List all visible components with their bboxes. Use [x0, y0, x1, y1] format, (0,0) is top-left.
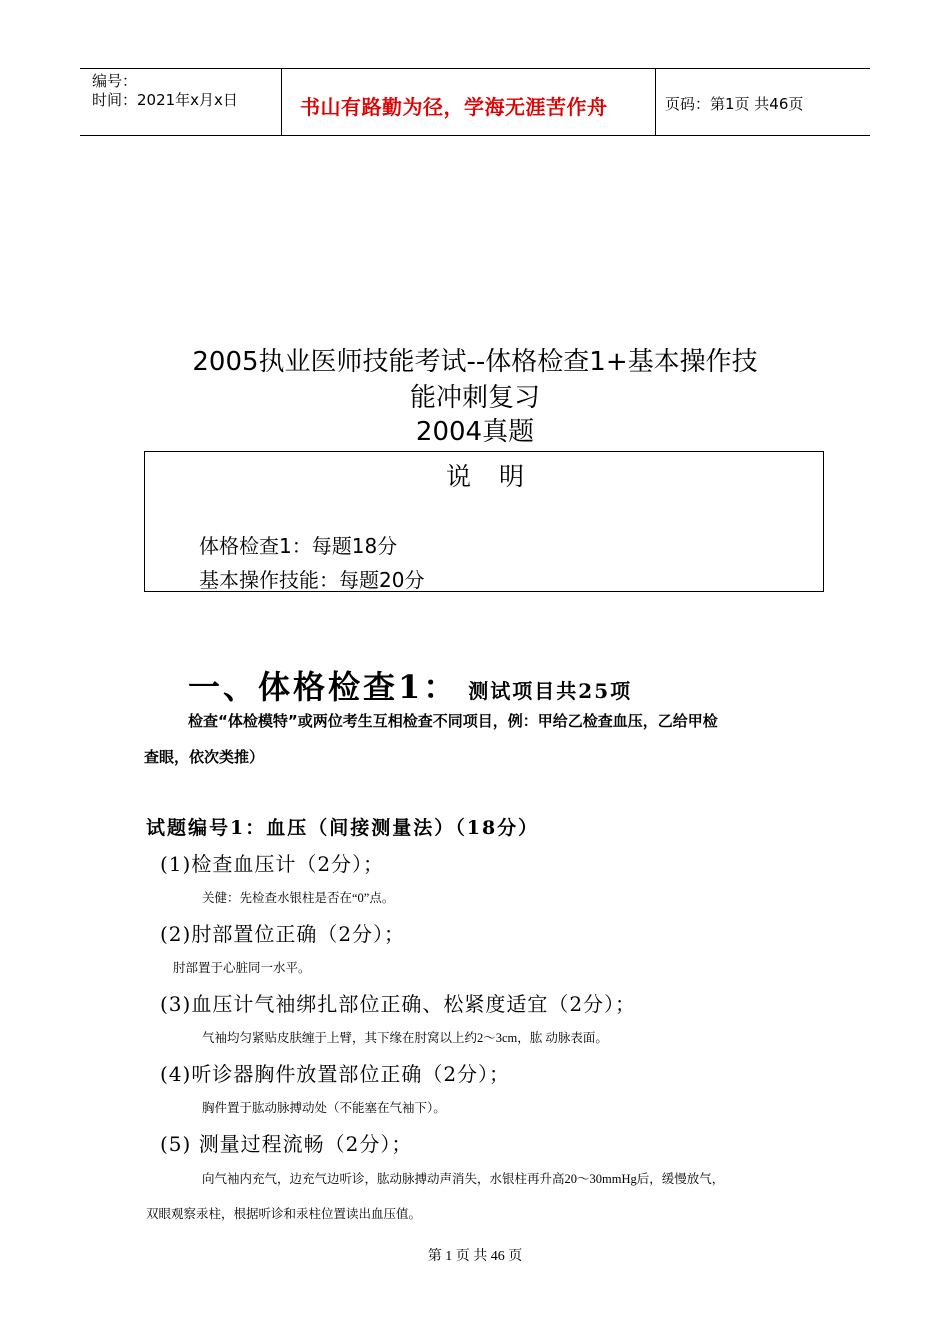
- header-top-rule: [80, 68, 870, 69]
- question-item-4-note: 胸件置于肱动脉搏动处（不能塞在气袖下）。: [202, 1101, 446, 1115]
- question-item-5-note-continued: 双眼观察汞柱，根据听诊和汞柱位置读出血压值。: [146, 1207, 422, 1221]
- page-footer: 第 1 页 共 46 页: [427, 1249, 523, 1264]
- header-divider-right: [655, 68, 656, 136]
- question-item-3: (3)血压计气袖绑扎部位正确、松紧度适宜（2分）；: [160, 992, 637, 1016]
- header-bottom-rule: [80, 135, 870, 136]
- section-heading: [188, 662, 632, 708]
- question-item-2-note: 肘部置于心脏同一水平。: [173, 961, 311, 975]
- document-title-line3: 2004真题: [415, 417, 535, 447]
- header-page-info: 页码：第1页 共46页: [665, 95, 804, 113]
- question-title: 试题编号1：血压（间接测量法）（18分）: [146, 817, 540, 839]
- section-intro-line1: 检查“体检模特”或两位考生互相检查不同项目，例：甲给乙检查血压，乙给甲检: [188, 712, 718, 730]
- question-item-2: (2)肘部置位正确（2分）；: [160, 922, 406, 946]
- question-item-3-note: 气袖均匀紧贴皮肤缠于上臂，其下缘在肘窝以上约2～3cm，肱 动脉表面。: [202, 1031, 608, 1045]
- question-item-1-note: 关健：先检查水银柱是否在“0”点。: [202, 891, 395, 905]
- document-number-label: 编号：: [92, 72, 138, 90]
- question-item-4: (4)听诊器胸件放置部位正确（2分）；: [160, 1062, 511, 1086]
- document-title-line2: 能冲刺复习: [409, 383, 540, 413]
- header-divider-left: [281, 68, 282, 136]
- header-motto: 书山有路勤为径，学海无涯苦作舟: [300, 95, 608, 119]
- document-date-label: 时间：2021年x月x日: [92, 91, 238, 109]
- question-item-5: (5) 测量过程流畅（2分）；: [160, 1132, 413, 1156]
- document-title-line1: 2005执业医师技能考试--体格检查1+基本操作技: [192, 347, 758, 377]
- question-item-5-note: 向气袖内充气，边充气边听诊，肱动脉搏动声消失，水银柱再升高20～30mmHg后，缓慢放气，: [202, 1172, 725, 1186]
- explanation-box: [144, 451, 824, 592]
- section-intro-line2: 查眼，依次类推）: [144, 748, 265, 766]
- explanation-line-basic-skills: 基本操作技能：每题20分: [199, 568, 425, 592]
- question-item-1: (1)检查血压计（2分）；: [160, 852, 385, 876]
- section-heading-sub: 测试项目共25项: [468, 679, 633, 703]
- section-heading-main: 一、体格检查1：: [188, 668, 459, 706]
- explanation-line-physical-exam: 体格检查1：每题18分: [199, 534, 398, 558]
- explanation-heading: 说明: [445, 462, 552, 491]
